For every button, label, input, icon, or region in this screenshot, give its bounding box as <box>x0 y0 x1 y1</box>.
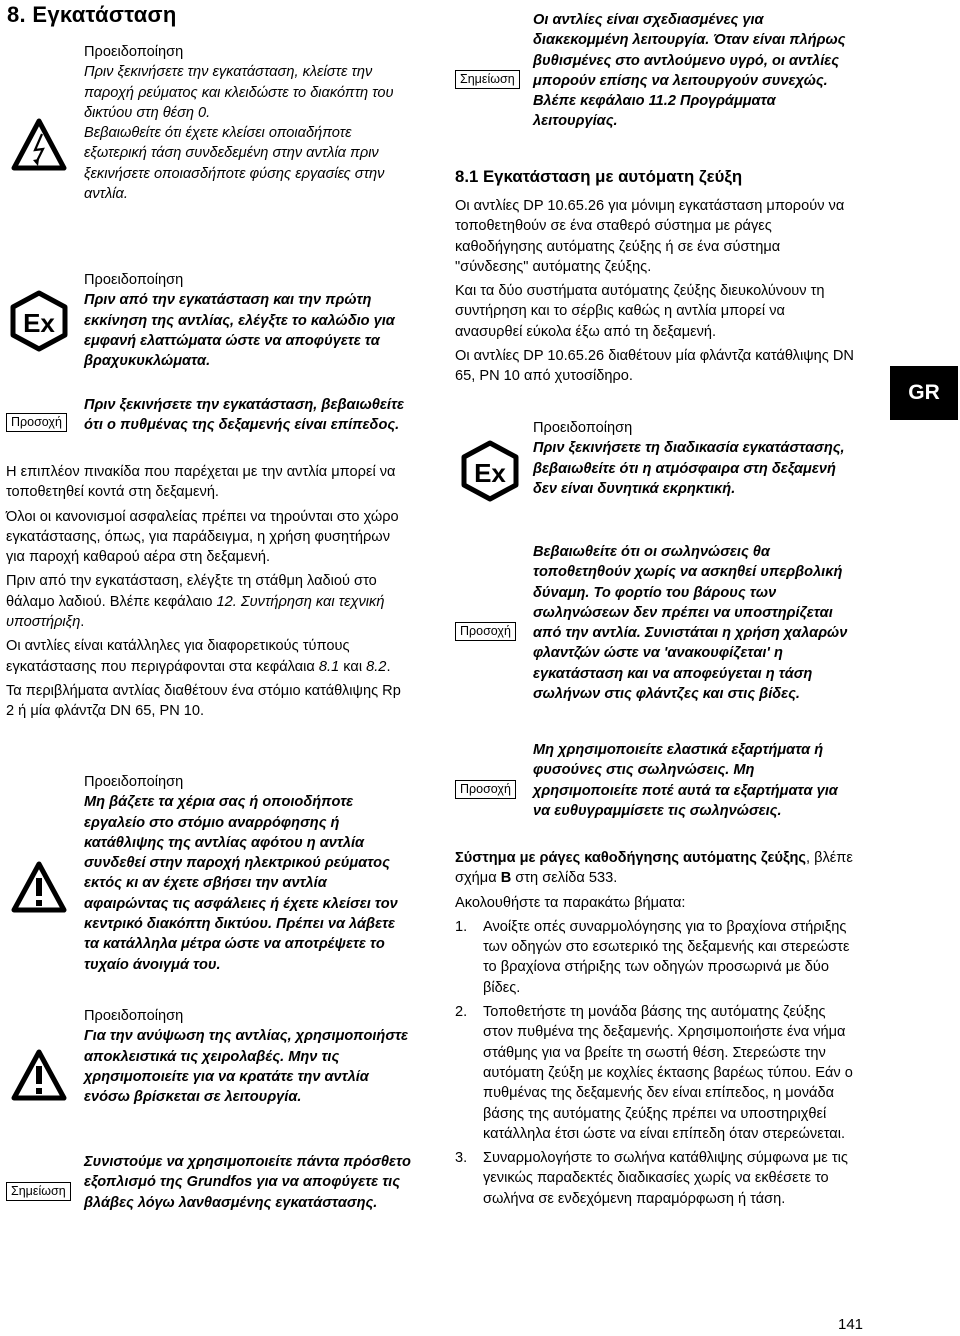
paragraph: Όλοι οι κανονισμοί ασφαλείας πρέπει να τηρούνται στο χώρο εγκατάστασης, όπως, για παράδειγμα, η χρήση φυσητήρων για παροχή καθαρού αέρα στη δεξαμενή. <box>6 508 399 566</box>
warning-heading: Προειδοποίηση <box>84 774 184 790</box>
warning-block-atmosphere <box>533 418 853 499</box>
caution-text: Μη χρησιμοποιείτε ελαστικά εξαρτήματα ή φυσούνες στις σωληνώσεις. Μη χρησιμοποιείτε ποτέ αυτά τα εξαρτήματα για να ευθυγραμμίσετε τις σωληνώσεις. <box>533 742 838 819</box>
step-item: 1. Ανοίξτε οπές συναρμολόγησης για το βραχίονα στήριξης των οδηγών στο εσωτερικό της δεξαμενής και στερεώστε το βραχίονα στήριξης των οδηγών προσωρινά με δύο βίδες. <box>455 918 850 996</box>
caution-tag: Προσοχή <box>455 622 516 641</box>
svg-text:Ex: Ex <box>23 308 55 338</box>
paragraph: Πριν από την εγκατάσταση, ελέγξτε τη στάθμη λαδιού στο θάλαμο λαδιού. Βλέπε κεφάλαιο 12. Συντήρηση και τεχνική υποστήριξη. <box>6 573 385 631</box>
warning-text: Πριν από την εγκατάσταση και την πρώτη εκκίνηση της αντλίας, ελέγξτε το καλώδιο για εμφανή ελαττώματα ώστε να αποφύγετε τα βραχυκυκλώματα. <box>84 292 395 370</box>
caution-tag: Προσοχή <box>6 413 67 432</box>
warning-heading: Προειδοποίηση <box>84 1008 184 1024</box>
steps-list <box>455 917 855 1209</box>
warning-text: Για την ανύψωση της αντλίας, χρησιμοποιήστε αποκλειστικά τις χειρολαβές. Μην τις χρησιμοποιείτε για να κρατάτε την αντλία ενόσω βρίσκεται σε λειτουργία. <box>84 1028 408 1106</box>
section-title: 8. Εγκατάσταση <box>7 2 177 27</box>
chapter-reference: 8.1 <box>318 658 340 675</box>
warning-text: Βεβαιωθείτε ότι έχετε κλείσει οποιαδήποτε εξωτερική τάση συνδεδεμένη στην αντλία πριν ξεκινήσετε οποιασδήποτε φύσης εργασίες στην αντλία. <box>84 125 385 203</box>
note-text: Συνιστούμε να χρησιμοποιείτε πάντα πρόσθετο εξοπλισμό της Grundfos για να αποφύγετε τις βλάβες λόγω λανθασμένης εγκατάστασης. <box>84 1154 411 1211</box>
paragraph: Σύστημα με ράγες καθοδήγησης αυτόματης ζεύξης, βλέπε σχήμα B στη σελίδα 533. <box>455 850 853 887</box>
chapter-reference: 12. Συντήρηση και τεχνική υποστήριξη <box>6 593 385 631</box>
body-text-right <box>455 196 855 387</box>
warning-heading: Προειδοποίηση <box>84 272 184 288</box>
warning-block-lifting <box>84 1006 414 1107</box>
chapter-reference: 8.2 <box>366 658 387 675</box>
caution-text: Βεβαιωθείτε ότι οι σωληνώσεις θα τοποθετηθούν χωρίς να ασκηθεί υπερβολική δύναμη. Το φορτίο του βάρους των σωληνώσεων δεν πρέπει να υποστηρίζεται από την αντλία. Συνιστάται η χρήση χαλαρών φλαντζών ώστε να 'ανακουφίζεται' η εγκατάσταση και να αποφεύγεται η τάση σωλήνων στις φλάντζες και στις βίδες. <box>533 544 848 703</box>
warning-heading: Προειδοποίηση <box>84 44 184 60</box>
warning-block-cable <box>84 270 414 371</box>
warning-heading: Προειδοποίηση <box>533 420 633 436</box>
warning-text: Πριν ξεκινήσετε την εγκατάσταση, κλείστε την παροχή ρεύματος και κλειδώστε το διακόπτη του δικτύου στη θέση 0. <box>84 64 394 121</box>
warning-text: Πριν ξεκινήσετε τη διαδικασία εγκατάστασης, βεβαιωθείτε ότι η ατμόσφαιρα στη δεξαμενή δεν είναι δυνητικά εκρηκτική. <box>533 440 845 497</box>
general-warning-icon <box>10 1048 68 1104</box>
caution-tag: Προσοχή <box>455 780 516 799</box>
paragraph: Η επιπλέον πινακίδα που παρέχεται με την αντλία μπορεί να τοποθετηθεί κοντά στη δεξαμενή. <box>6 464 396 501</box>
paragraph: Τα περιβλήματα αντλίας διαθέτουν ένα στόμιο κατάθλιψης Rp 2 ή μία φλάντζα DN 65, PN 10. <box>6 682 401 720</box>
step-item: 3. Συναρμολογήστε το σωλήνα κατάθλιψης σύμφωνα με τις γενικώς παραδεκτές διαδικασίες χωρίς να εκθέσετε το σωλήνα σε ενδεχόμενη παραμόρφωση ή τάση. <box>455 1150 848 1207</box>
general-warning-icon <box>10 860 68 916</box>
body-text-right-steps <box>455 848 855 1209</box>
subsection-heading: 8.1 Εγκατάσταση με αυτόματη ζεύξη <box>455 167 743 186</box>
caution-text: Πριν ξεκινήσετε την εγκατάσταση, βεβαιωθείτε ότι ο πυθμένας της δεξαμενής είναι επίπεδος. <box>84 397 404 434</box>
language-badge: GR <box>890 366 958 420</box>
ex-explosion-proof-icon <box>459 440 521 502</box>
paragraph: Και τα δύο συστήματα αυτόματης ζεύξης διευκολύνουν τη συντήρηση και το σέρβις καθώς η αντλία μπορεί να ανασυρθεί εύκολα έξω από τη δεξαμενή. <box>455 283 825 340</box>
note-tag: Σημείωση <box>455 70 520 89</box>
warning-text: Μη βάζετε τα χέρια σας ή οποιοδήποτε εργαλείο στο στόμιο αναρρόφησης ή κατάθλιψης της αντλίας αφότου η αντλία συνδεθεί στην παροχή ηλεκτρικού ρεύματος εκτός κι αν έχετε σβήσει την αντλία αφαιρώντας τις ασφάλειες ή έχετε κλείσει τον κεντρικό διακόπτη δικτύου. Πρέπει να λάβετε τα κατάλληλα μέτρα ώστε να αποτρέψετε το τυχαίο άνοιγμά του. <box>84 794 398 973</box>
paragraph: Οι αντλίες είναι κατάλληλες για διαφορετικούς τύπους εγκατάστασης που περιγράφονται στα κεφάλαια 8.1 και 8.2. <box>6 638 391 675</box>
page-number: 141 <box>838 1316 864 1333</box>
paragraph: Οι αντλίες DP 10.65.26 διαθέτουν μία φλάντζα κατάθλιψης DN 65, PN 10 από χυτοσίδηρο. <box>455 348 854 385</box>
step-item: 2. Τοποθετήστε τη μονάδα βάσης της αυτόματης ζεύξης στον πυθμένα της δεξαμενής. Χρησιμοποιήστε ένα νήμα στάθμης για να βρείτε τη σωστή θέση. Στερεώστε την αυτόματη ζεύξη με κοχλίες έκτασης βαρέως τύπου. Εάν ο πυθμένας της δεξαμενής δεν είναι επίπεδος, η μονάδα βάσης της αυτόματης ζεύξης πρέπει να υποστηριχθεί κατάλληλα έτσι ώστε να είναι επίπεδη όταν στερεώνεται. <box>455 1004 853 1142</box>
body-text-left <box>6 462 411 722</box>
warning-block-hands <box>84 772 414 975</box>
electrical-hazard-icon <box>10 116 68 176</box>
paragraph: Οι αντλίες DP 10.65.26 για μόνιμη εγκατάσταση μπορούν να τοποθετηθούν σε ένα σταθερό σύστημα με ράγες καθοδήγησης αυτόματης ζεύξης ή σε ένα σύστημα "σύνδεσης" αυτόματης ζεύξης. <box>455 198 845 275</box>
warning-block-power <box>84 42 404 204</box>
note-tag: Σημείωση <box>6 1182 71 1201</box>
svg-text:Ex: Ex <box>474 458 506 488</box>
note-text: Οι αντλίες είναι σχεδιασμένες για διακεκομμένη λειτουργία. Όταν είναι πλήρως βυθισμένες στο αντλούμενο υγρό, οι αντλίες μπορούν επίσης να λειτουργούν συνεχώς. Βλέπε κεφάλαιο 11.2 Προγράμματα λειτουργίας. <box>533 12 846 130</box>
ex-explosion-proof-icon <box>8 290 70 352</box>
paragraph: Ακολουθήστε τα παρακάτω βήματα: <box>455 894 686 911</box>
